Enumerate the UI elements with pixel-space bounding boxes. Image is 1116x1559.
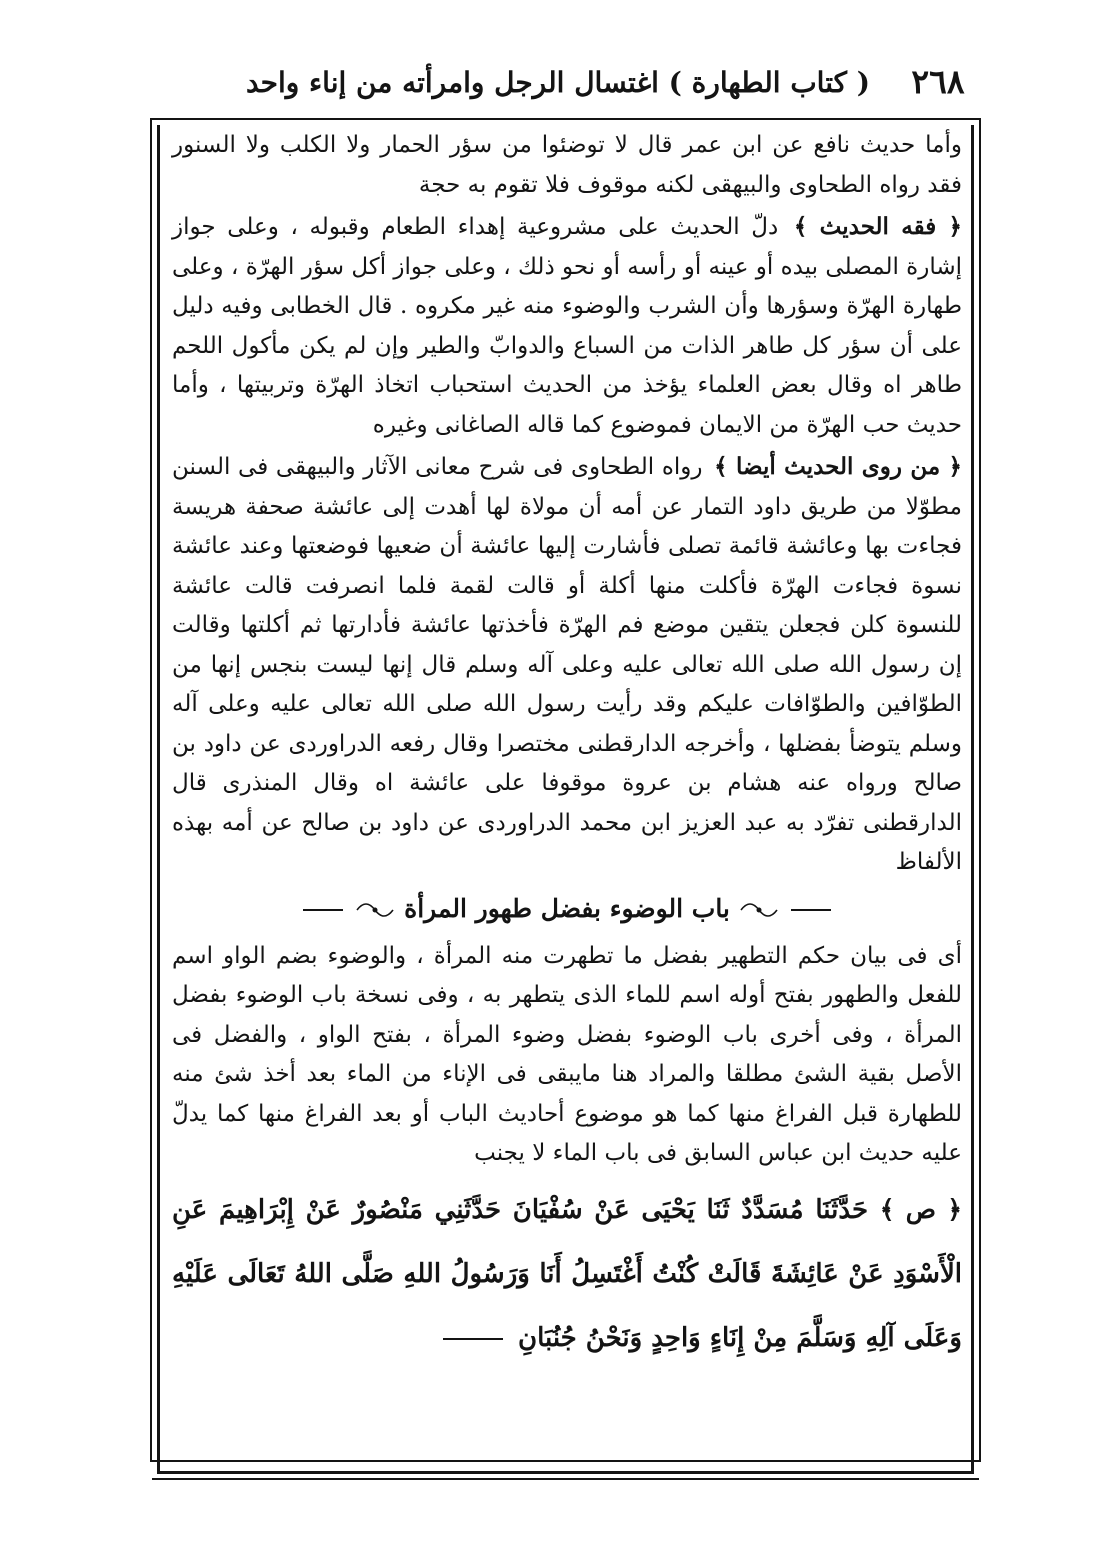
hadith-text: حَدَّثَنَا مُسَدَّدٌ ثَنَا يَحْيَى عَنْ سُفْيَانَ حَدَّثَنِي مَنْصُورٌ عَنْ إِبْرَاهِيمَ عَنِ الْأَسْوَدِ عَنْ عَائِشَةَ قَالَتْ كُنْتُ أَغْتَسِلُ أَنَا وَرَسُولُ اللهِ صَلَّى اللهُ تَعَالَى عَلَيْهِ وَعَلَى آلِهِ وَسَلَّمَ مِنْ إِنَاءٍ وَاحِدٍ وَنَحْنُ جُنُبَانِ	[172, 1194, 962, 1353]
running-title	[245, 66, 870, 99]
paragraph-text: أى فى بيان حكم التطهير بفضل ما تطهرت منه المرأة ، والوضوء بضم الواو اسم للفعل والطهور بفتح أوله اسم للماء الذى يتطهر به ، وفى نسخة باب الوضوء بفضل المرأة ، وفى أخرى باب الوضوء بفضل وضوء المرأة ، بفتح الواو ، والفضل فى الأصل بقية الشئ مطلقا والمراد هنا مايبقى فى الإناء من الماء بعد أخذ شئ منه للطهارة قبل الفراغ منها كما هو موضوع أحاديث الباب أو بعد الفراغ منها كما يدلّ عليه حديث ابن عباس السابق فى باب الماء لا يجنب	[172, 942, 962, 1166]
paragraph-hadith-nafi	[172, 126, 962, 205]
chapter-heading	[172, 887, 962, 931]
ornament-icon	[739, 901, 779, 919]
hadith-text-block	[172, 1178, 962, 1370]
hadith-marker: ﴿ ص ﴾	[879, 1194, 962, 1224]
divider-line	[303, 909, 343, 911]
ornament-icon	[355, 901, 395, 919]
paragraph-narrators	[172, 447, 962, 883]
paragraph-explanation	[172, 937, 962, 1174]
page-header	[0, 48, 1116, 118]
end-stroke	[443, 1338, 503, 1340]
paragraph-text: وأما حديث نافع عن ابن عمر قال لا توضئوا من سؤر الحمار ولا الكلب ولا السنور فقد رواه الطحاوى والبيهقى لكنه موقوف فلا تقوم به حجة	[172, 132, 962, 198]
page-body	[172, 126, 962, 1396]
chapter-heading-text: باب الوضوء بفضل طهور المرأة	[404, 893, 730, 923]
paragraph-fiqh	[172, 207, 962, 445]
divider-line	[791, 909, 831, 911]
section-heading-narrators: ﴿ من روى الحديث أيضا ﴾	[714, 453, 963, 480]
page-number: ٢٦٨	[911, 62, 965, 101]
paragraph-text: دلّ الحديث على مشروعية إهداء الطعام وقبوله ، وعلى جواز إشارة المصلى بيده أو عينه أو رأسه أو نحو ذلك ، وعلى جواز أكل سؤر الهرّة ، وعلى طهارة الهرّة وسؤرها وأن الشرب والوضوء منه غير مكروه . قال الخطابى وفيه دليل على أن سؤر كل طاهر الذات من السباع والدوابّ والطير وإن لم يكن مأكول اللحم طاهر اه وقال بعض العلماء يؤخذ من الحديث استحباب اتخاذ الهرّة وتربيتها ، وأما حديث حب الهرّة من الايمان فموضوع كما قاله الصاغانى وغيره	[172, 214, 962, 438]
chapter-running-title: اغتسال الرجل وامرأته من إناء واحد	[245, 66, 659, 99]
paragraph-text: رواه الطحاوى فى شرح معانى الآثار والبيهقى فى السنن مطوّلا من طريق داود التمار عن أمه أن مولاة لها أهدت إلى عائشة صحفة هريسة فجاءت بها وعائشة قائمة تصلى فأشارت إليها عائشة أن ضعيها فوضعتها وعند عائشة نسوة فجاءت الهرّة فأكلت منها أكلة أو قالت لقمة فلما انصرفت قالت عائشة للنسوة كلن فجعلن يتقين موضع فم الهرّة فأخذتها عائشة فأدارتها ثم أكلتها وقالت إن رسول الله صلى الله تعالى عليه وعلى آله وسلم قال إنها ليست بنجس إنها من الطوّافين والطوّافات عليكم وقد رأيت رسول الله صلى الله تعالى عليه وعلى آله وسلم يتوضأ بفضلها ، وأخرجه الدارقطنى مختصرا وقال رفعه الدراوردى عن داود بن صالح ورواه عنه هشام بن عروة موقوفا على عائشة اه وقال المنذرى قال الدارقطنى تفرّد به عبد العزيز ابن محمد الدراوردى عن داود بن صالح عن أمه بهذه الألفاظ	[172, 454, 962, 875]
section-heading-fiqh: ﴿ فقه الحديث ﴾	[793, 213, 963, 240]
book-title: ( كتاب الطهارة )	[668, 66, 870, 99]
